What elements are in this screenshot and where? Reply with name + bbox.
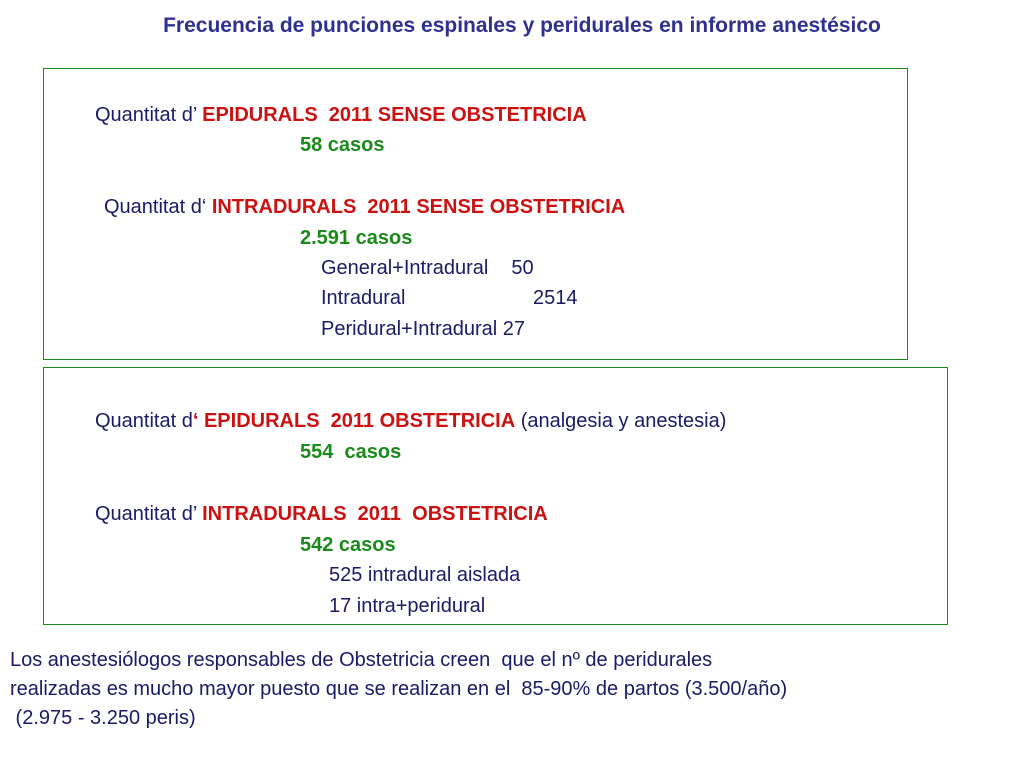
breakdown-value: 27 [502,318,526,340]
breakdown-row [321,256,534,280]
epidurals-quote: ‘ [192,410,204,432]
epidurals-label: EPIDURALS 2011 SENSE OBSTETRICIA [202,104,587,126]
epidurals-obstetric-count: 554 casos [300,441,402,463]
breakdown-row: 525 intradural aislada [329,564,521,586]
epidurals-non-obstetric-line [95,103,587,127]
breakdown-row [321,286,578,310]
epidurals-obstetric-line [95,409,726,433]
breakdown-row: 17 intra+peridural [329,595,486,617]
footnote-line: realizadas es mucho mayor puesto que se realizan en el 85-90% de partos (3.500/año) [10,678,788,700]
footnote-line: (2.975 - 3.250 peris) [10,707,196,729]
epidurals-label: EPIDURALS 2011 OBSTETRICIA [203,410,516,432]
intradurals-label: INTRADURALS 2011 OBSTETRICIA [202,503,548,525]
intradurals-obstetric-count: 542 casos [300,534,396,556]
epidurals-prefix: Quantitat d’ [95,104,203,126]
breakdown-value: 2514 [533,287,578,309]
footnote-line: Los anestesiólogos responsables de Obstetricia creen que el nº de peridurales [10,649,713,671]
intradurals-non-obstetric-count: 2.591 casos [300,227,413,249]
intradurals-prefix: Quantitat d’ [95,503,203,525]
intradurals-label: INTRADURALS 2011 SENSE OBSTETRICIA [211,196,626,218]
intradurals-non-obstetric-line [104,195,625,219]
epidurals-prefix: Quantitat d [95,410,193,432]
page-title: Frecuencia de punciones espinales y peridurales en informe anestésico [163,14,881,37]
epidurals-suffix: (analgesia y anestesia) [515,410,727,432]
intradurals-prefix: Quantitat d‘ [104,196,212,218]
breakdown-name: Intradural [321,287,406,309]
breakdown-row [321,317,525,341]
breakdown-name: Peridural+Intradural [321,318,498,340]
footnote [10,646,787,733]
epidurals-non-obstetric-count: 58 casos [300,134,385,156]
intradurals-obstetric-line [95,502,548,526]
breakdown-value: 50 [511,257,534,279]
breakdown-name: General+Intradural [321,257,489,279]
